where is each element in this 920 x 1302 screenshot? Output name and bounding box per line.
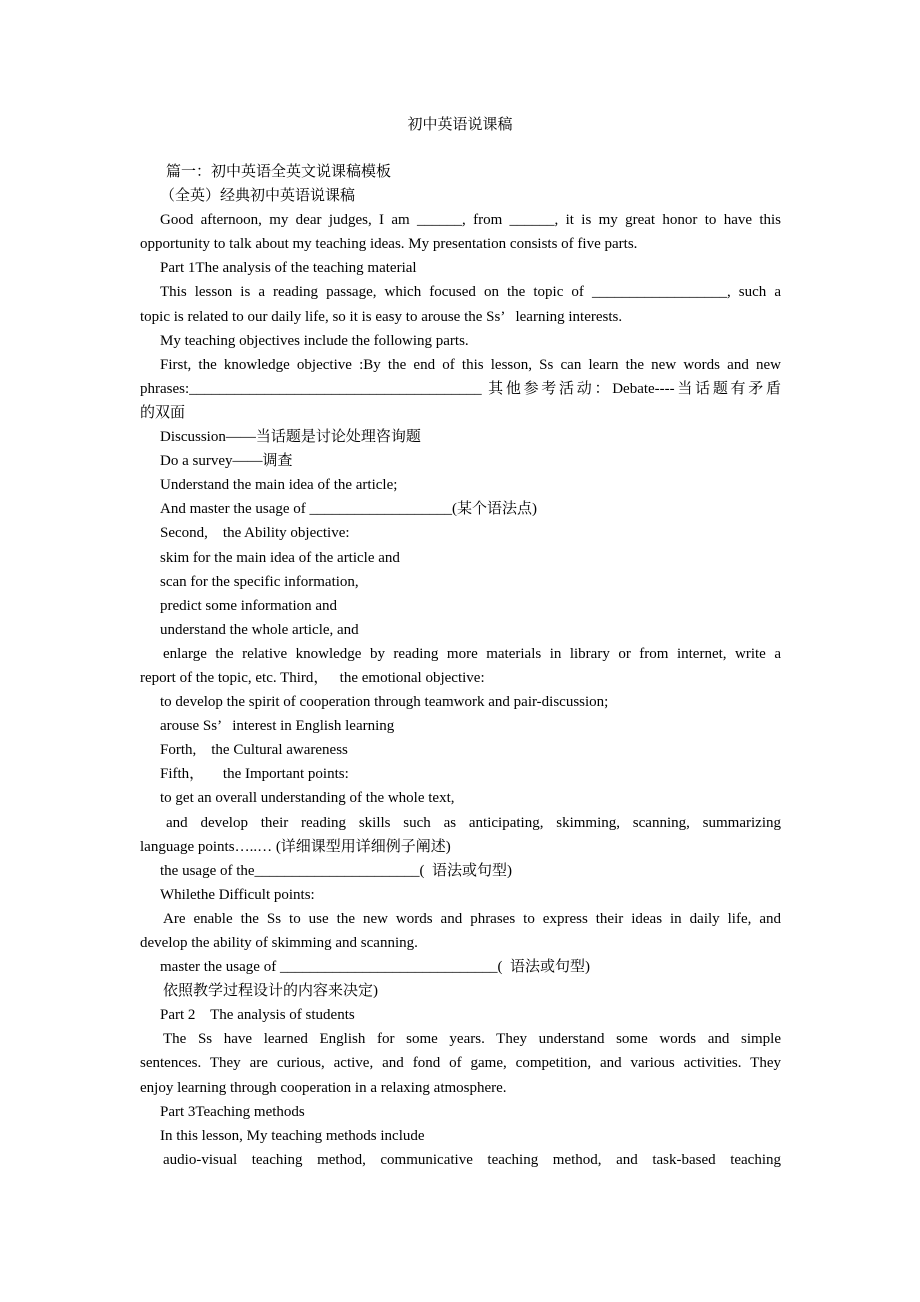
list-item: understand the whole article, and [160,621,359,638]
paragraph-line: topic is related to our daily life, so it is easy to arouse the Ss’ learning interests. [140,308,623,325]
paragraph-line: Are enable the Ss to use the new words and phrases to express their ideas in daily life, and [163,910,781,927]
list-item: master the usage of _____________________________( 语法或句型) [160,959,590,976]
paragraph-line: report of the topic, etc. Third， the emotional objective: [140,669,485,686]
part-heading: Part 3Teaching methods [160,1103,305,1120]
paragraph-line: Good afternoon, my dear judges, I am ______, from ______, it is my great honor to have this [160,212,781,229]
page-title: 初中英语说课稿 [407,117,513,133]
list-item: Second, the Ability objective: [160,525,350,542]
paragraph-line: audio-visual teaching method, communicative teaching method, and task-based teaching [163,1151,781,1168]
subtitle: （全英）经典初中英语说课稿 [160,188,356,205]
list-item: Forth, the Cultural awareness [160,742,348,759]
section-heading: 篇一：初中英语全英文说课稿模板 [166,164,392,180]
list-item: skim for the main idea of the article and [160,549,400,566]
paragraph-line: enjoy learning through cooperation in a relaxing atmosphere. [140,1079,507,1096]
paragraph-line: opportunity to talk about my teaching ideas. My presentation consists of five parts. [140,236,638,253]
list-item: Discussion——当话题是讨论处理咨询题 [160,429,421,446]
list-item: to develop the spirit of cooperation through teamwork and pair-discussion; [160,694,609,711]
paragraph-line: This lesson is a reading passage, which focused on the topic of __________________, such a [160,284,781,301]
list-item: Do a survey——调查 [160,453,293,470]
list-item: And master the usage of ___________________(某个语法点) [160,501,538,518]
paragraph-line: phrases:_______________________________________ 其他参考活动：Debate----当话题有矛盾 [140,380,781,397]
document-body [140,160,781,1172]
paragraph-line: The Ss have learned English for some years. They understand some words and simple [163,1031,781,1048]
list-item: to get an overall understanding of the whole text, [160,790,455,807]
list-item: arouse Ss’ interest in English learning [160,718,395,735]
list-item: Whilethe Difficult points: [160,886,315,903]
paragraph-line: enlarge the relative knowledge by reading more materials in library or from internet, write a [163,645,781,662]
list-item: 依照教学过程设计的内容来决定) [163,983,378,1000]
paragraph-line: and develop their reading skills such as anticipating, skimming, scanning, summarizing [166,814,781,831]
paragraph-line: language points…..… (详细课型用详细例子阐述) [140,838,451,855]
part-heading: Part 2 The analysis of students [160,1007,355,1024]
list-item: the usage of the______________________( 语法或句型) [160,862,513,879]
list-item: scan for the specific information, [160,573,359,590]
paragraph-line: First, the knowledge objective :By the end of this lesson, Ss can learn the new words and new [160,356,781,373]
paragraph-line: 的双面 [140,404,186,421]
list-item: predict some information and [160,597,338,614]
list-item: Fifth， the Important points: [160,766,349,783]
list-item: Understand the main idea of the article; [160,477,398,494]
part-heading: Part 1The analysis of the teaching material [160,260,417,277]
paragraph-line: develop the ability of skimming and scanning. [140,935,418,951]
paragraph-line: In this lesson, My teaching methods include [160,1127,425,1144]
paragraph-line: sentences. They are curious, active, and fond of game, competition, and various activities. They [140,1055,781,1072]
paragraph-line: My teaching objectives include the following parts. [160,332,469,349]
